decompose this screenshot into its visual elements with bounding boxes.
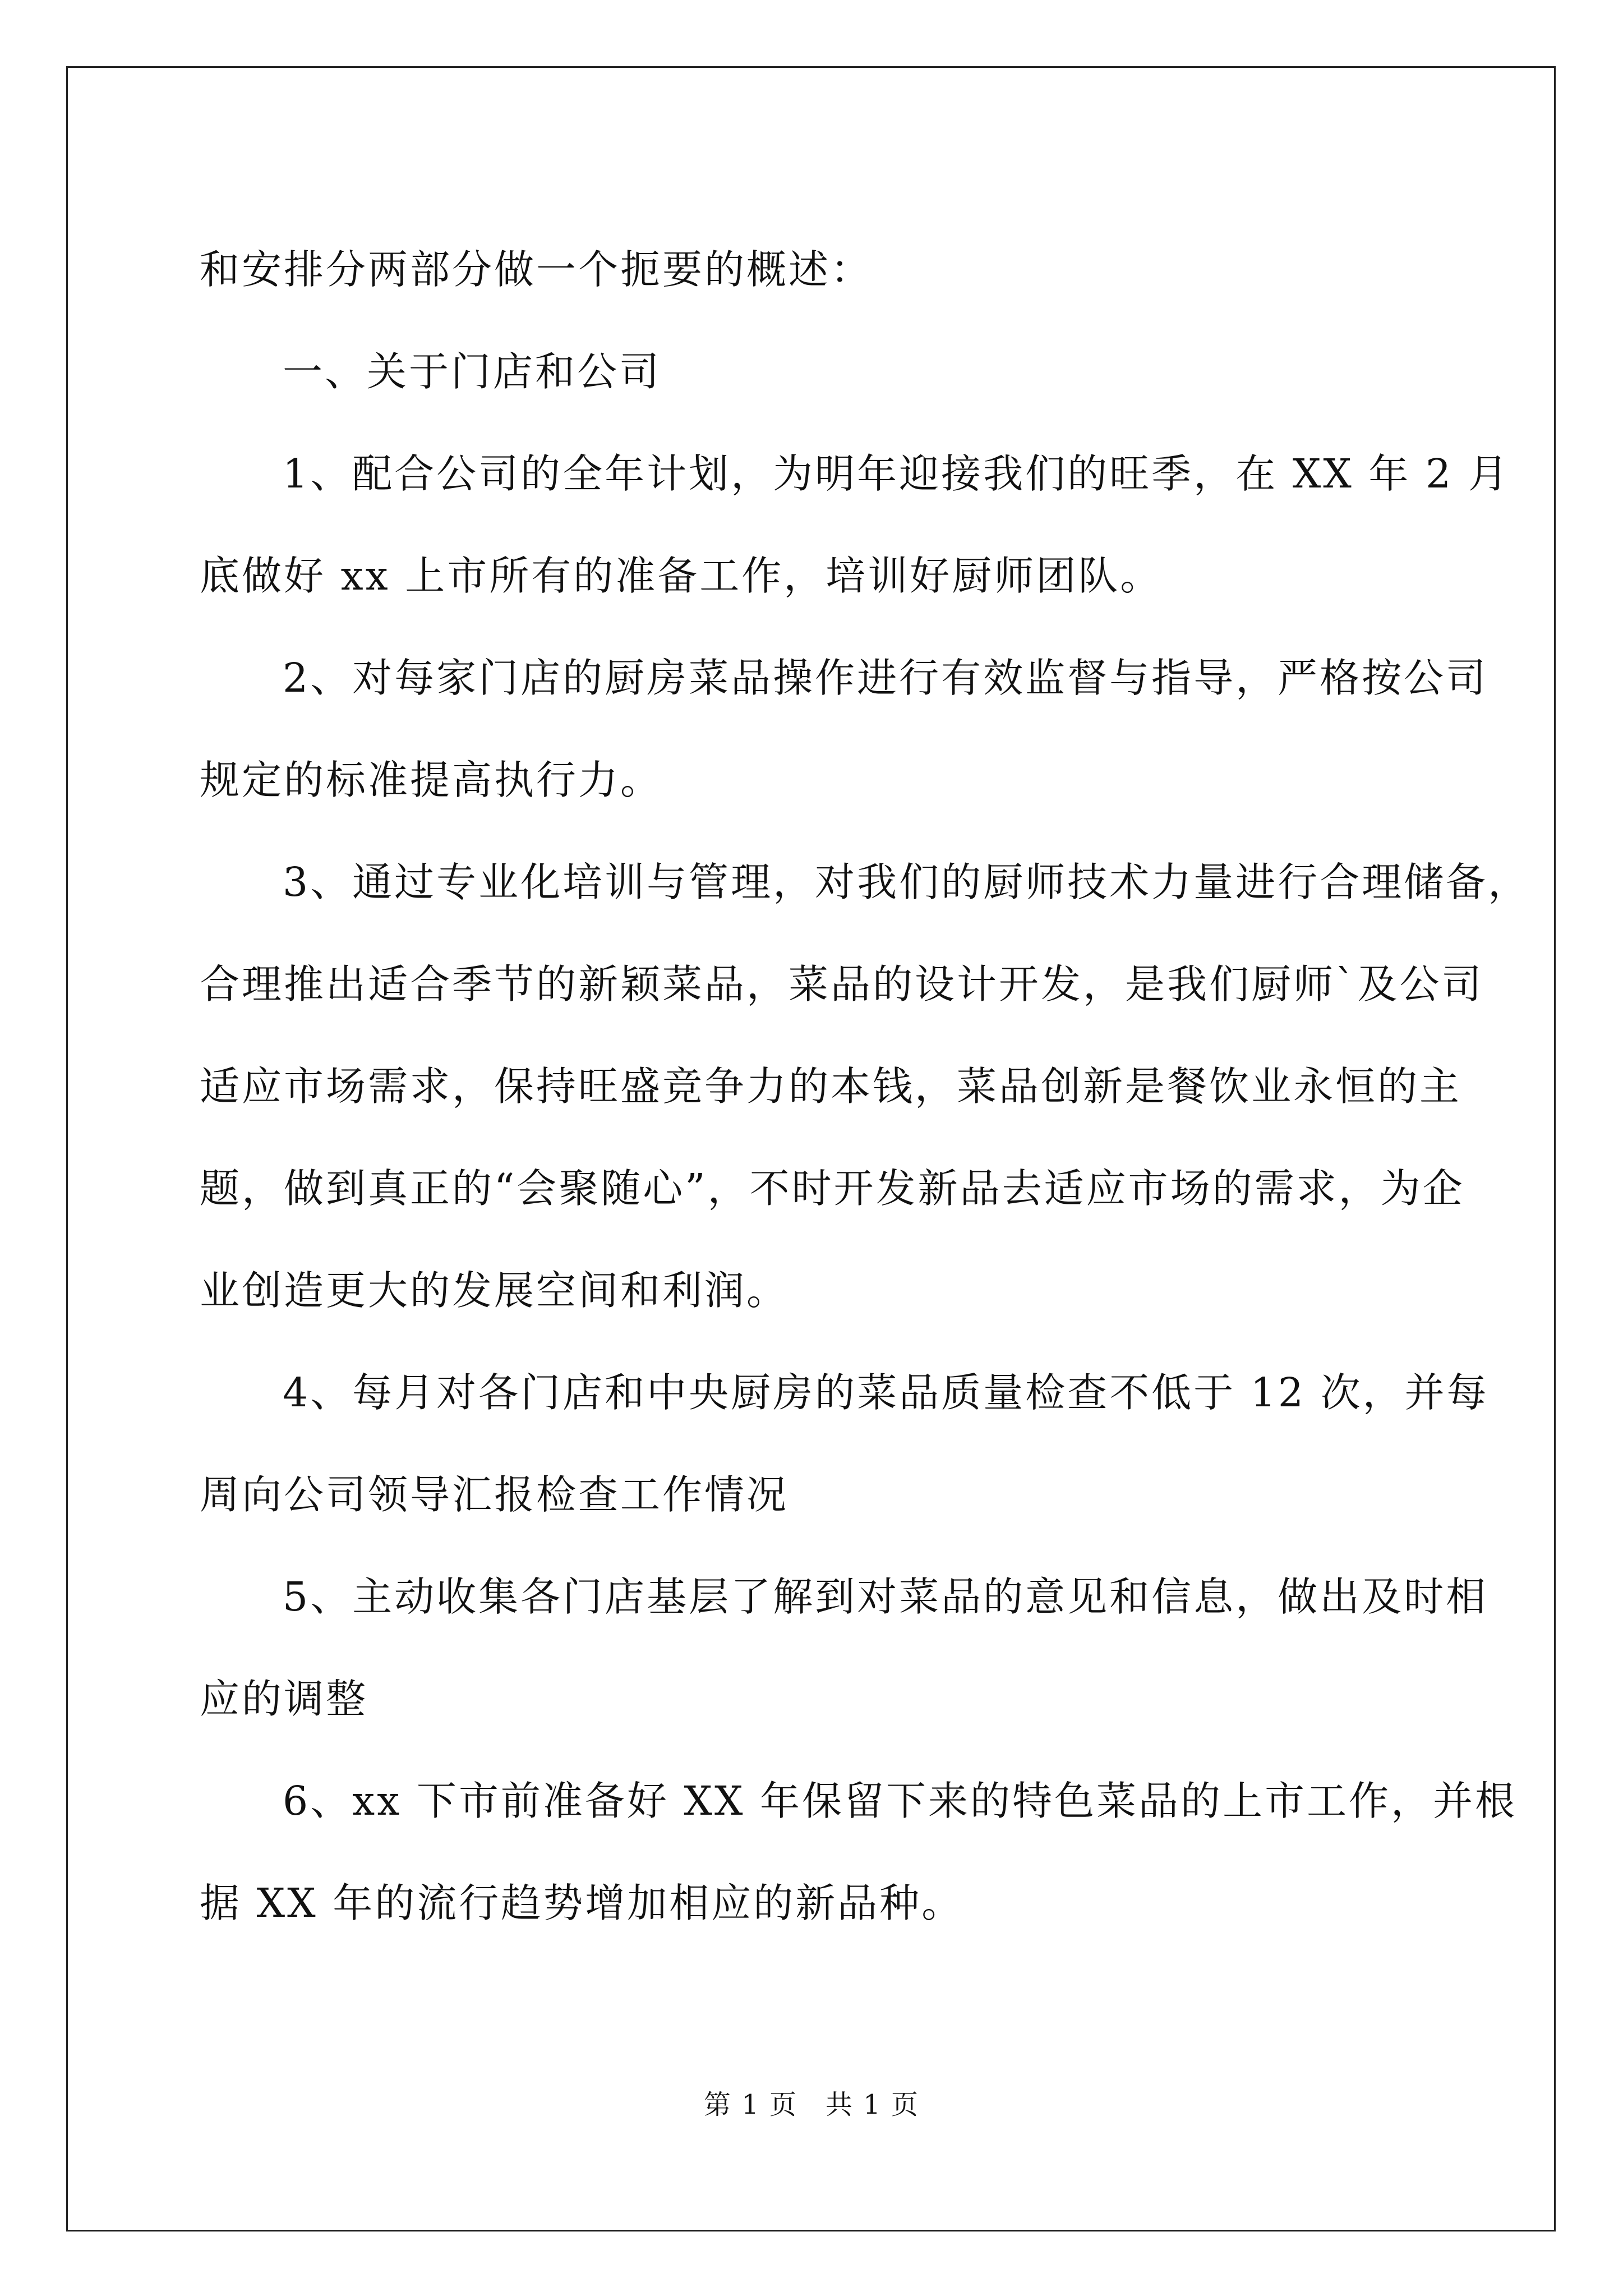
document-body <box>200 219 1530 1954</box>
text-line: 和安排分两部分做一个扼要的概述： <box>200 246 873 293</box>
page-footer: 第 1 页 共 1 页 <box>703 2089 920 2120</box>
text-line: 业创造更大的发展空间和利润。 <box>200 1267 789 1314</box>
text-line: 底做好 xx 上市所有的准备工作，培训好厨师团队。 <box>200 553 1163 599</box>
text-line: 2、对每家门店的厨房菜品操作进行有效监督与指导，严格按公司 <box>283 655 1488 701</box>
text-line: 应的调整 <box>200 1676 368 1722</box>
text-line: 6、xx 下市前准备好 XX 年保留下来的特色菜品的上市工作，并根 <box>283 1778 1518 1824</box>
text-line: 周向公司领导汇报检查工作情况 <box>200 1471 789 1518</box>
text-line: 据 XX 年的流行趋势增加相应的新品种。 <box>200 1880 964 1926</box>
text-line: 适应市场需求，保持旺盛竞争力的本钱，菜品创新是餐饮业永恒的主 <box>200 1063 1462 1110</box>
text-line: 合理推出适合季节的新颖菜品，菜品的设计开发，是我们厨师`及公司 <box>200 961 1484 1007</box>
text-line: 4、每月对各门店和中央厨房的菜品质量检查不低于 12 次，并每 <box>283 1369 1489 1416</box>
text-line: 规定的标准提高执行力。 <box>200 757 663 803</box>
text-line: 5、主动收集各门店基层了解到对菜品的意见和信息，做出及时相 <box>283 1573 1488 1620</box>
text-line: 题，做到真正的“会聚随心”，不时开发新品去适应市场的需求，为企 <box>200 1165 1465 1212</box>
section-heading: 一、关于门店和公司 <box>283 348 662 395</box>
text-line: 1、配合公司的全年计划，为明年迎接我们的旺季，在 XX 年 2 月 <box>283 450 1510 497</box>
text-line: 3、通过专业化培训与管理，对我们的厨师技术力量进行合理储备， <box>283 859 1530 905</box>
